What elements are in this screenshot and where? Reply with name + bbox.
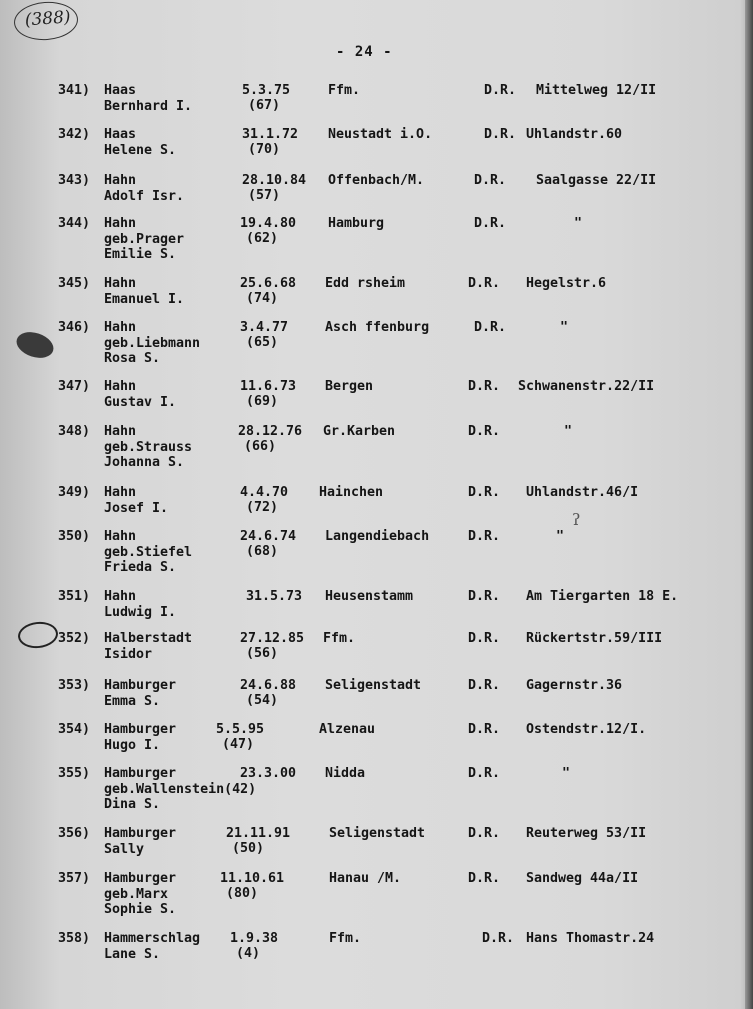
name-line: Hahn (104, 485, 137, 500)
birth-date: 1.9.38 (230, 931, 279, 946)
name-line: Hammerschlag (104, 931, 201, 946)
residence-place: Langendiebach (325, 529, 430, 544)
entry-name (104, 83, 192, 114)
name-line: Hahn (104, 589, 137, 604)
entry-name (104, 931, 200, 962)
archive-stamp (13, 0, 79, 42)
residence-place: Ffm. (328, 83, 361, 98)
entry-name (104, 379, 176, 410)
age: (47) (222, 737, 255, 752)
birth-date: 3.4.77 (240, 320, 289, 335)
age: (54) (246, 693, 279, 708)
street-address: Am Tiergarten 18 E. (526, 589, 679, 604)
entry-number: 350) (58, 529, 91, 544)
birth-date: 31.1.72 (242, 127, 299, 142)
birth-date: 25.6.68 (240, 276, 297, 291)
residence-place: Hamburg (328, 216, 385, 231)
age: (62) (246, 231, 279, 246)
street-address: " (560, 320, 569, 335)
name-line: Hahn (104, 173, 137, 188)
name-line: Emilie S. (104, 247, 177, 262)
age: (70) (248, 142, 281, 157)
entry-number: 344) (58, 216, 91, 231)
entry-number: 342) (58, 127, 91, 142)
birth-date: 23.3.00 (240, 766, 297, 781)
name-line: geb.Strauss (104, 439, 193, 455)
residence-place: Edd rsheim (325, 276, 406, 291)
archive-stamp-text: (388) (24, 7, 72, 31)
nationality: D.R. (468, 766, 501, 781)
entry-number: 353) (58, 678, 91, 693)
street-address: Hans Thomastr.24 (526, 931, 655, 946)
name-line: Hamburger (104, 678, 177, 693)
birth-date: 4.4.70 (240, 485, 289, 500)
entry-name (104, 529, 192, 576)
name-line: geb.Prager (104, 231, 185, 247)
nationality: D.R. (474, 320, 507, 335)
name-line: Hahn (104, 379, 137, 394)
age: (72) (246, 500, 279, 515)
birth-date: 28.12.76 (238, 424, 303, 439)
residence-place: Hainchen (319, 485, 384, 500)
name-line: Josef I. (104, 500, 169, 516)
entry-number: 355) (58, 766, 91, 781)
nationality: D.R. (484, 127, 517, 142)
age: (4) (236, 946, 261, 961)
page-edge-shadow (745, 0, 753, 1009)
residence-place: Alzenau (319, 722, 376, 737)
entry-number: 347) (58, 379, 91, 394)
residence-place: Bergen (325, 379, 374, 394)
entry-name (104, 485, 168, 516)
page-number: - 24 - (336, 44, 393, 60)
street-address: Mittelweg 12/II (536, 83, 657, 98)
entry-number: 351) (58, 589, 91, 604)
name-line: Hamburger (104, 722, 177, 737)
name-line: Rosa S. (104, 351, 161, 366)
street-address: Sandweg 44a/II (526, 871, 639, 886)
name-line: Dina S. (104, 797, 161, 812)
residence-place: Hanau /M. (329, 871, 402, 886)
entry-name (104, 276, 184, 307)
nationality: D.R. (482, 931, 515, 946)
name-line: Hamburger (104, 826, 177, 841)
residence-place: Nidda (325, 766, 366, 781)
birth-date: 11.10.61 (220, 871, 285, 886)
nationality: D.R. (484, 83, 517, 98)
name-line: Johanna S. (104, 455, 185, 470)
name-line: geb.Wallenstein(42) (104, 781, 257, 797)
residence-place: Ffm. (329, 931, 362, 946)
entry-name (104, 424, 192, 471)
street-address: Ostendstr.12/I. (526, 722, 647, 737)
name-line: Sally (104, 841, 145, 857)
nationality: D.R. (474, 173, 507, 188)
entry-number: 341) (58, 83, 91, 98)
nationality: D.R. (468, 871, 501, 886)
entry-name (104, 631, 192, 662)
entry-number: 352) (58, 631, 91, 646)
name-line: Hamburger (104, 766, 177, 781)
age: (74) (246, 291, 279, 306)
birth-date: 5.3.75 (242, 83, 291, 98)
street-address: Gagernstr.36 (526, 678, 623, 693)
name-line: Hugo I. (104, 737, 161, 753)
entry-name (104, 127, 176, 158)
name-line: Sophie S. (104, 902, 177, 917)
entry-number: 348) (58, 424, 91, 439)
street-address: Saalgasse 22/II (536, 173, 657, 188)
name-line: Lane S. (104, 946, 161, 962)
name-line: Gustav I. (104, 394, 177, 410)
age: (68) (246, 544, 279, 559)
entry-name (104, 826, 176, 857)
entry-name (104, 871, 176, 918)
age: (57) (248, 188, 281, 203)
birth-date: 5.5.95 (216, 722, 265, 737)
name-line: Emma S. (104, 693, 161, 709)
birth-date: 28.10.84 (242, 173, 307, 188)
nationality: D.R. (468, 485, 501, 500)
name-line: Hamburger (104, 871, 177, 886)
age: (80) (226, 886, 259, 901)
street-address: Reuterweg 53/II (526, 826, 647, 841)
residence-place: Asch ffenburg (325, 320, 430, 335)
entry-number: 345) (58, 276, 91, 291)
entry-name (104, 173, 184, 204)
age: (69) (246, 394, 279, 409)
nationality: D.R. (468, 276, 501, 291)
nationality: D.R. (468, 379, 501, 394)
entry-number: 354) (58, 722, 91, 737)
residence-place: Neustadt i.O. (328, 127, 433, 142)
nationality: D.R. (468, 424, 501, 439)
entry-number: 349) (58, 485, 91, 500)
name-line: Frieda S. (104, 560, 177, 575)
entry-number: 356) (58, 826, 91, 841)
entry-name (104, 722, 176, 753)
entry-number: 346) (58, 320, 91, 335)
entry-name (104, 216, 184, 263)
residence-place: Ffm. (323, 631, 356, 646)
street-address: " (574, 216, 583, 231)
birth-date: 27.12.85 (240, 631, 305, 646)
ink-blot-mark (13, 328, 57, 363)
name-line: geb.Marx (104, 886, 169, 902)
entry-number: 357) (58, 871, 91, 886)
street-address: Uhlandstr.46/I (526, 485, 639, 500)
entry-name (104, 320, 200, 367)
age: (66) (244, 439, 277, 454)
birth-date: 11.6.73 (240, 379, 297, 394)
name-line: geb.Liebmann (104, 335, 201, 351)
street-address: Uhlandstr.60 (526, 127, 623, 142)
name-line: Helene S. (104, 142, 177, 158)
street-address: " (556, 529, 565, 544)
age: (65) (246, 335, 279, 350)
nationality: D.R. (468, 589, 501, 604)
nationality: D.R. (468, 678, 501, 693)
name-line: geb.Stiefel (104, 544, 193, 560)
residence-place: Seligenstadt (325, 678, 422, 693)
entry-number: 358) (58, 931, 91, 946)
nationality: D.R. (468, 631, 501, 646)
birth-date: 19.4.80 (240, 216, 297, 231)
name-line: Hahn (104, 216, 137, 231)
name-line: Haas (104, 83, 137, 98)
residence-place: Heusenstamm (325, 589, 414, 604)
birth-date: 21.11.91 (226, 826, 291, 841)
name-line: Haas (104, 127, 137, 142)
street-address: Hegelstr.6 (526, 276, 607, 291)
name-line: Isidor (104, 646, 153, 662)
birth-date: 24.6.88 (240, 678, 297, 693)
name-line: Adolf Isr. (104, 188, 185, 204)
name-line: Hahn (104, 424, 137, 439)
residence-place: Gr.Karben (323, 424, 396, 439)
handwritten-scribble: ʔ (572, 510, 581, 529)
name-line: Emanuel I. (104, 291, 185, 307)
residence-place: Seligenstadt (329, 826, 426, 841)
residence-place: Offenbach/M. (328, 173, 425, 188)
age: (56) (246, 646, 279, 661)
street-address: " (564, 424, 573, 439)
street-address: Rückertstr.59/III (526, 631, 663, 646)
name-line: Hahn (104, 529, 137, 544)
age: (50) (232, 841, 265, 856)
circle-mark (17, 620, 59, 650)
name-line: Ludwig I. (104, 604, 177, 620)
name-line: Hahn (104, 276, 137, 291)
entry-name (104, 766, 256, 813)
entry-number: 343) (58, 173, 91, 188)
entry-name (104, 678, 176, 709)
nationality: D.R. (468, 826, 501, 841)
nationality: D.R. (468, 722, 501, 737)
age: (67) (248, 98, 281, 113)
name-line: Bernhard I. (104, 98, 193, 114)
name-line: Hahn (104, 320, 137, 335)
nationality: D.R. (474, 216, 507, 231)
street-address: Schwanenstr.22/II (518, 379, 655, 394)
nationality: D.R. (468, 529, 501, 544)
street-address: " (562, 766, 571, 781)
name-line: Halberstadt (104, 631, 193, 646)
birth-date: 31.5.73 (246, 589, 303, 604)
birth-date: 24.6.74 (240, 529, 297, 544)
entry-name (104, 589, 176, 620)
